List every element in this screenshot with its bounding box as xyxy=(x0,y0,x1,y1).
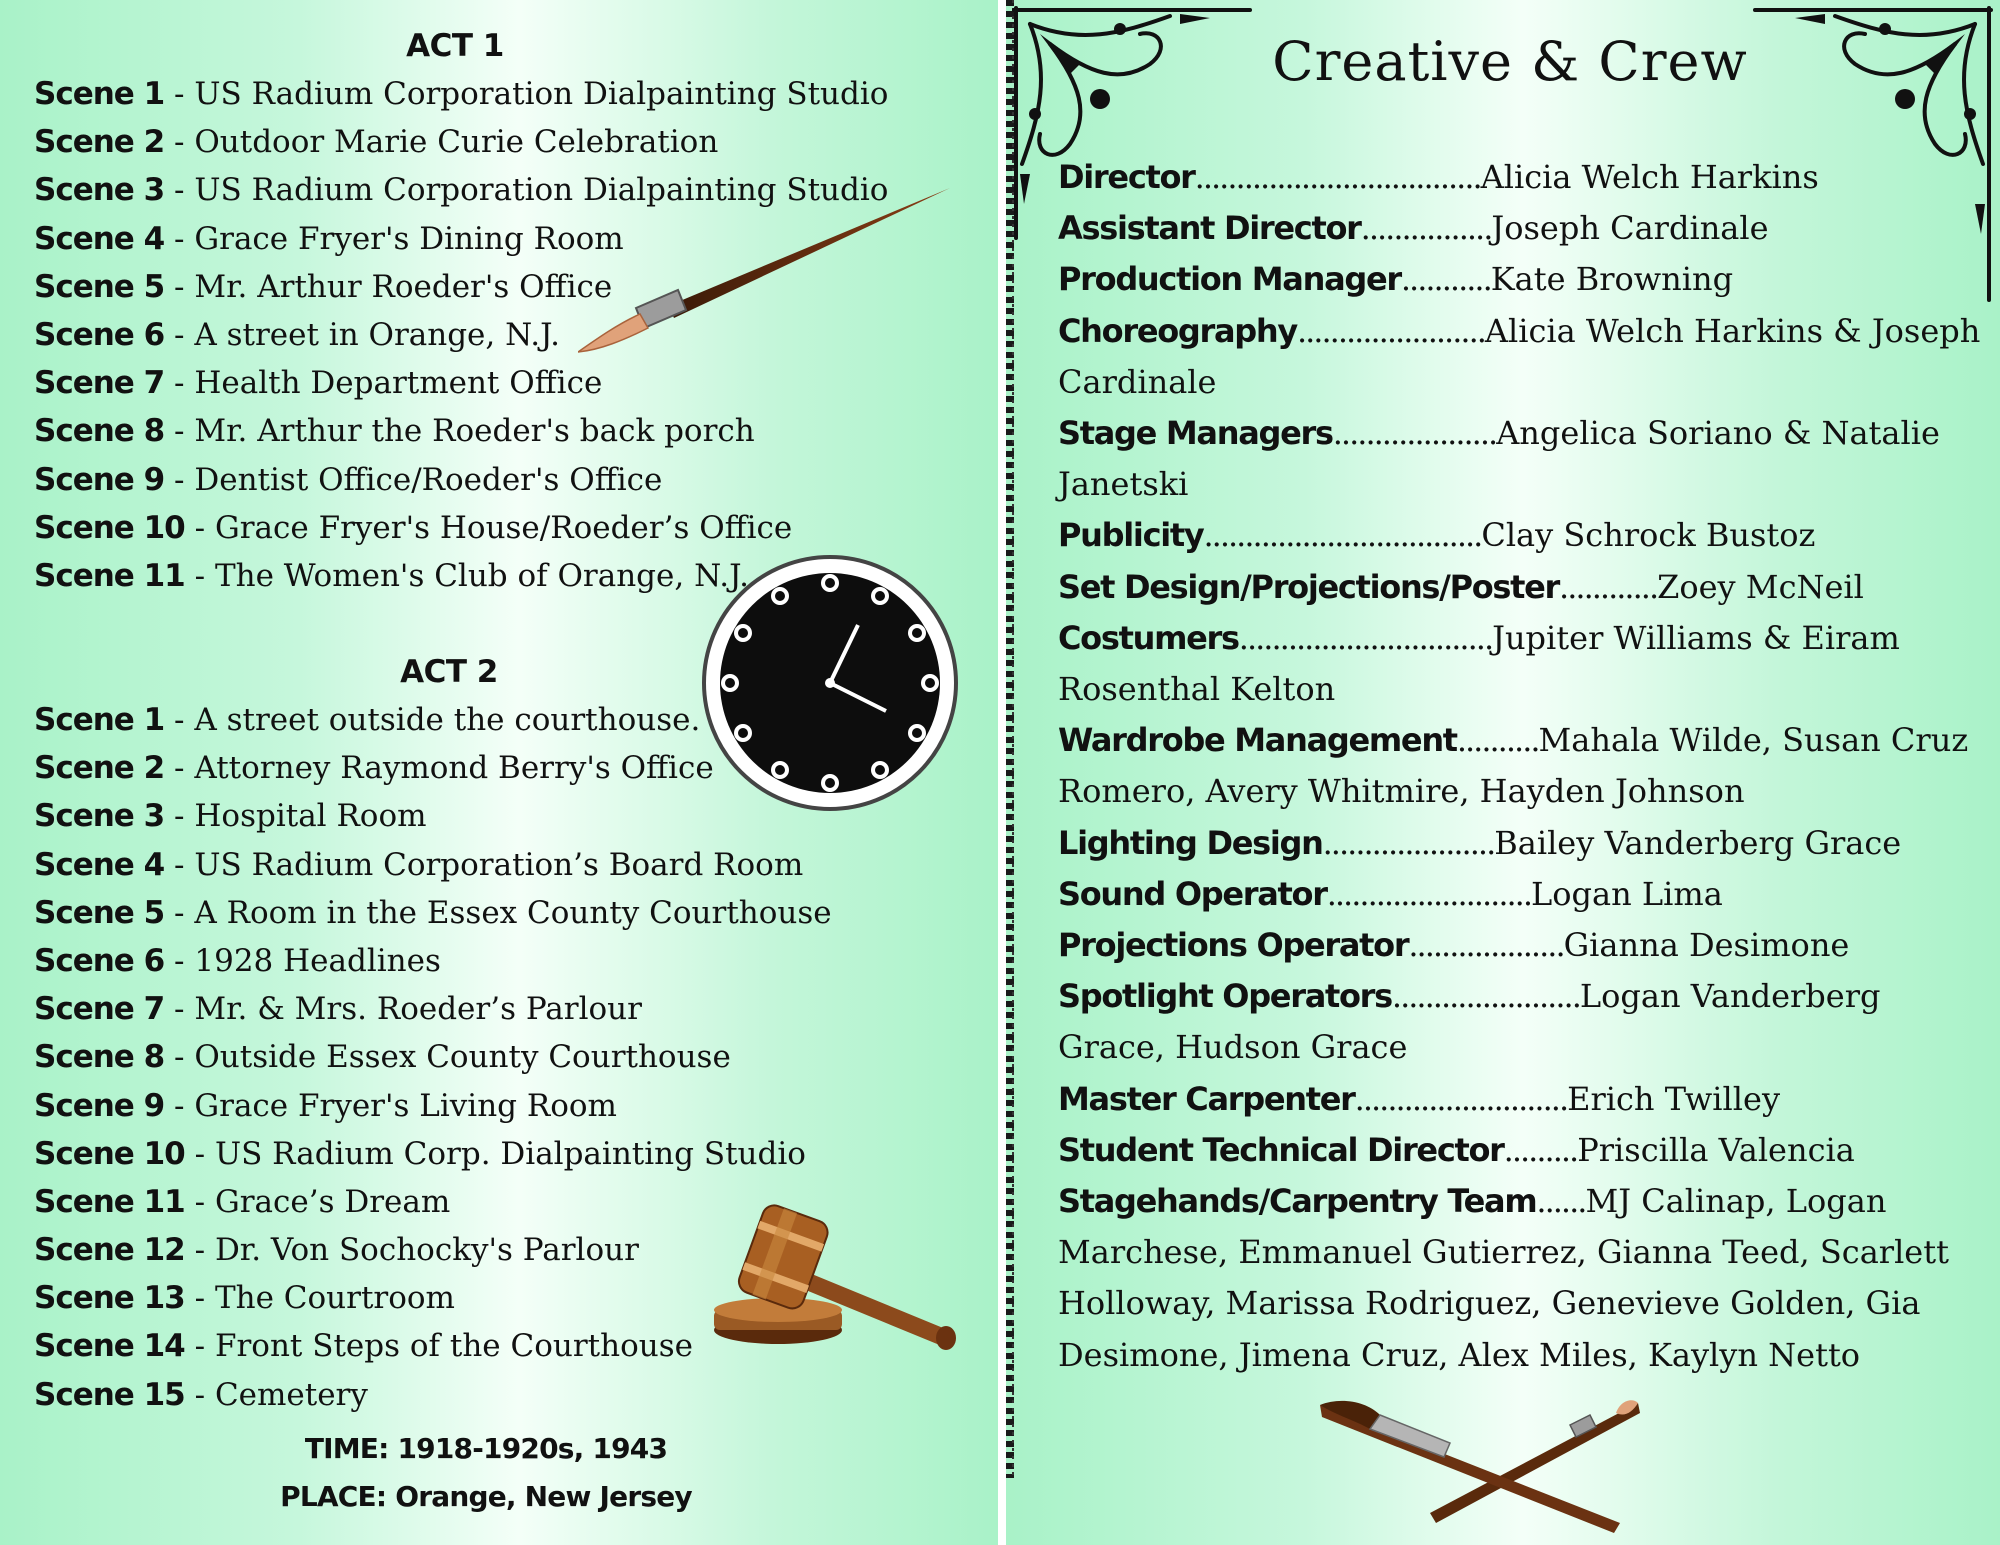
scene-description: - Outside Essex County Courthouse xyxy=(164,1039,731,1076)
crew-entry xyxy=(1058,920,1988,971)
crew-heading: Creative & Crew xyxy=(1272,30,1748,93)
scene-item xyxy=(34,939,832,987)
scene-description: - The Courtroom xyxy=(184,1280,455,1317)
scene-description: - Grace Fryer's House/Roeder’s Office xyxy=(184,509,793,546)
crew-name: Joseph Cardinale xyxy=(1491,209,1769,248)
scene-number: Scene 7 xyxy=(34,991,165,1028)
scene-number: Scene 1 xyxy=(34,76,165,112)
crew-entry xyxy=(1058,869,1988,920)
crew-entry xyxy=(1058,203,1988,254)
crew-entry xyxy=(1058,613,1988,715)
scene-item xyxy=(34,843,832,891)
dot-leader: ............................... xyxy=(1238,618,1493,657)
crew-role: Production Manager xyxy=(1058,260,1401,299)
scene-description: - US Radium Corporation Dialpainting Studio xyxy=(164,172,889,209)
page-gutter xyxy=(998,0,1006,1545)
scene-number: Scene 8 xyxy=(34,413,165,450)
scene-item xyxy=(34,1132,832,1180)
dot-leader: ............ xyxy=(1559,567,1658,606)
scene-item xyxy=(34,987,832,1035)
paintbrush-icon xyxy=(578,186,950,356)
scene-item xyxy=(34,1373,832,1421)
dot-leader: ................... xyxy=(1408,926,1564,965)
scene-number: Scene 6 xyxy=(34,316,165,353)
clock-icon xyxy=(700,553,960,813)
place-line: PLACE: Orange, New Jersey xyxy=(280,1480,692,1513)
crew-role: Stagehands/Carpentry Team xyxy=(1058,1182,1537,1221)
scene-number: Scene 9 xyxy=(34,1087,165,1124)
dot-leader: ....................... xyxy=(1391,977,1580,1016)
crew-role: Director xyxy=(1058,158,1195,196)
scene-number: Scene 8 xyxy=(34,1039,165,1076)
scene-item xyxy=(34,891,832,939)
crew-role: Master Carpenter xyxy=(1058,1079,1355,1118)
scene-description: - Mr. & Mrs. Roeder’s Parlour xyxy=(164,991,642,1028)
crew-entry xyxy=(1058,715,1988,817)
scene-number: Scene 11 xyxy=(34,557,185,594)
scene-description: - Grace Fryer's Dining Room xyxy=(164,220,624,257)
scene-number: Scene 5 xyxy=(34,268,165,305)
dot-leader: .......................... xyxy=(1354,1079,1568,1118)
crew-entry xyxy=(1058,510,1988,561)
crew-entry xyxy=(1058,1176,1988,1381)
crew-role: Stage Managers xyxy=(1058,414,1333,453)
crew-name: Logan Lima xyxy=(1531,874,1723,913)
crew-role: Projections Operator xyxy=(1058,926,1409,965)
crew-name: Angelica Soriano & Natalie Janetski xyxy=(1058,414,1940,504)
crew-role: Spotlight Operators xyxy=(1058,977,1392,1016)
scene-number: Scene 9 xyxy=(34,461,165,498)
crew-role: Student Technical Director xyxy=(1058,1130,1504,1169)
scene-description: - Grace’s Dream xyxy=(184,1183,451,1220)
scene-description: - Hospital Room xyxy=(164,798,427,835)
crew-role: Wardrobe Management xyxy=(1058,721,1457,760)
scene-number: Scene 5 xyxy=(34,894,165,931)
scene-item xyxy=(34,506,888,554)
dot-leader: ................ xyxy=(1360,209,1492,248)
scene-item xyxy=(34,361,888,409)
scene-number: Scene 2 xyxy=(34,750,165,787)
scene-item xyxy=(34,72,888,120)
crossed-paintbrushes-icon xyxy=(1320,1395,1640,1535)
crew-entry xyxy=(1058,408,1988,510)
dot-leader: ..................... xyxy=(1322,823,1495,862)
crew-entry xyxy=(1058,971,1988,1073)
scene-description: - The Women's Club of Orange, N.J. xyxy=(184,557,749,594)
scene-number: Scene 3 xyxy=(34,172,165,209)
crew-name: Alicia Welch Harkins xyxy=(1480,158,1819,196)
crew-name: MJ Calinap, Logan Marchese, Emmanuel Gutierrez, Gianna Teed, Scarlett Holloway, Marissa Rodriguez, Genevieve Golden, Gia Desimone, Jimena Cruz, Alex Miles, Kaylyn Netto xyxy=(1058,1182,1949,1374)
scene-number: Scene 10 xyxy=(34,1135,185,1172)
crew-name: Gianna Desimone xyxy=(1563,926,1850,965)
scene-description: - US Radium Corporation’s Board Room xyxy=(164,846,804,883)
scene-description: - Mr. Arthur the Roeder's back porch xyxy=(164,413,755,450)
dot-leader: ......... xyxy=(1503,1130,1578,1169)
scene-description: - Attorney Raymond Berry's Office xyxy=(164,750,714,787)
crew-name: Jupiter Williams & Eiram Rosenthal Kelton xyxy=(1058,618,1900,709)
crew-role: Lighting Design xyxy=(1058,823,1323,862)
crew-role: Sound Operator xyxy=(1058,874,1327,913)
crew-name: Kate Browning xyxy=(1490,260,1734,299)
crew-name: Mahala Wilde, Susan Cruz Romero, Avery Whitmire, Hayden Johnson xyxy=(1058,721,1969,811)
scene-item xyxy=(34,1084,832,1132)
scene-description: - Dentist Office/Roeder's Office xyxy=(164,461,663,498)
scene-number: Scene 11 xyxy=(34,1183,185,1220)
scene-description: - A street in Orange, N.J. xyxy=(164,316,560,353)
act1-heading: ACT 1 xyxy=(406,28,504,64)
scene-number: Scene 7 xyxy=(34,365,165,402)
crew-entry xyxy=(1058,152,1988,203)
crew-role: Publicity xyxy=(1058,516,1204,555)
crew-entry xyxy=(1058,254,1988,305)
crew-entry xyxy=(1058,562,1988,613)
scene-number: Scene 6 xyxy=(34,942,165,979)
scene-description: - Health Department Office xyxy=(164,365,603,402)
dot-leader: ......................... xyxy=(1326,874,1531,913)
scene-description: - Front Steps of the Courthouse xyxy=(184,1328,693,1365)
crew-name: Priscilla Valencia xyxy=(1577,1130,1855,1169)
scene-number: Scene 10 xyxy=(34,509,185,546)
scene-number: Scene 3 xyxy=(34,798,165,835)
scene-description: - Outdoor Marie Curie Celebration xyxy=(164,124,719,161)
scene-number: Scene 14 xyxy=(34,1328,185,1365)
crew-role: Choreography xyxy=(1058,311,1297,350)
crew-name: Logan Vanderberg Grace, Hudson Grace xyxy=(1058,977,1881,1067)
scene-description: - US Radium Corp. Dialpainting Studio xyxy=(184,1135,806,1172)
scene-number: Scene 4 xyxy=(34,220,165,257)
crew-role: Costumers xyxy=(1058,618,1239,657)
scene-number: Scene 1 xyxy=(34,702,165,738)
crew-name: Alicia Welch Harkins & Joseph Cardinale xyxy=(1058,311,1981,401)
crew-list xyxy=(1058,152,1988,1381)
time-line: TIME: 1918-1920s, 1943 xyxy=(304,1432,668,1465)
dot-leader: .......... xyxy=(1456,721,1539,760)
scene-number: Scene 4 xyxy=(34,846,165,883)
scene-description: - 1928 Headlines xyxy=(164,942,441,979)
crew-entry xyxy=(1058,306,1988,408)
dot-leader: ................................... xyxy=(1194,158,1481,196)
scene-number: Scene 15 xyxy=(34,1376,185,1413)
crew-entry xyxy=(1058,1125,1988,1176)
scene-number: Scene 13 xyxy=(34,1280,185,1317)
dot-leader: .................................. xyxy=(1203,516,1482,555)
scene-description: - US Radium Corporation Dialpainting Studio xyxy=(164,76,889,112)
scene-description: - A Room in the Essex County Courthouse xyxy=(164,894,832,931)
crew-name: Clay Schrock Bustoz xyxy=(1481,516,1816,555)
crew-name: Erich Twilley xyxy=(1567,1079,1781,1118)
scene-item xyxy=(34,1035,832,1083)
dot-leader: ...... xyxy=(1536,1182,1586,1221)
dot-leader: ........... xyxy=(1400,260,1491,299)
scene-number: Scene 12 xyxy=(34,1232,185,1269)
scene-description: - Grace Fryer's Living Room xyxy=(164,1087,617,1124)
crew-name: Bailey Vanderberg Grace xyxy=(1494,823,1902,862)
scene-description: - Cemetery xyxy=(184,1376,368,1413)
scene-description: - Mr. Arthur Roeder's Office xyxy=(164,268,613,305)
scene-description: - Dr. Von Sochocky's Parlour xyxy=(184,1232,639,1269)
dot-leader: .................... xyxy=(1332,414,1497,453)
scene-description: - A street outside the courthouse. xyxy=(164,702,701,738)
scene-item xyxy=(34,409,888,457)
dot-leader: ....................... xyxy=(1296,311,1485,350)
crew-role: Set Design/Projections/Poster xyxy=(1058,567,1560,606)
crew-role: Assistant Director xyxy=(1058,209,1361,248)
gavel-icon xyxy=(710,1200,960,1350)
crew-entry xyxy=(1058,818,1988,869)
act2-heading: ACT 2 xyxy=(400,654,498,690)
crew-entry xyxy=(1058,1074,1988,1125)
scene-item xyxy=(34,120,888,168)
scene-item xyxy=(34,458,888,506)
scene-number: Scene 2 xyxy=(34,124,165,161)
crew-name: Zoey McNeil xyxy=(1657,567,1864,606)
